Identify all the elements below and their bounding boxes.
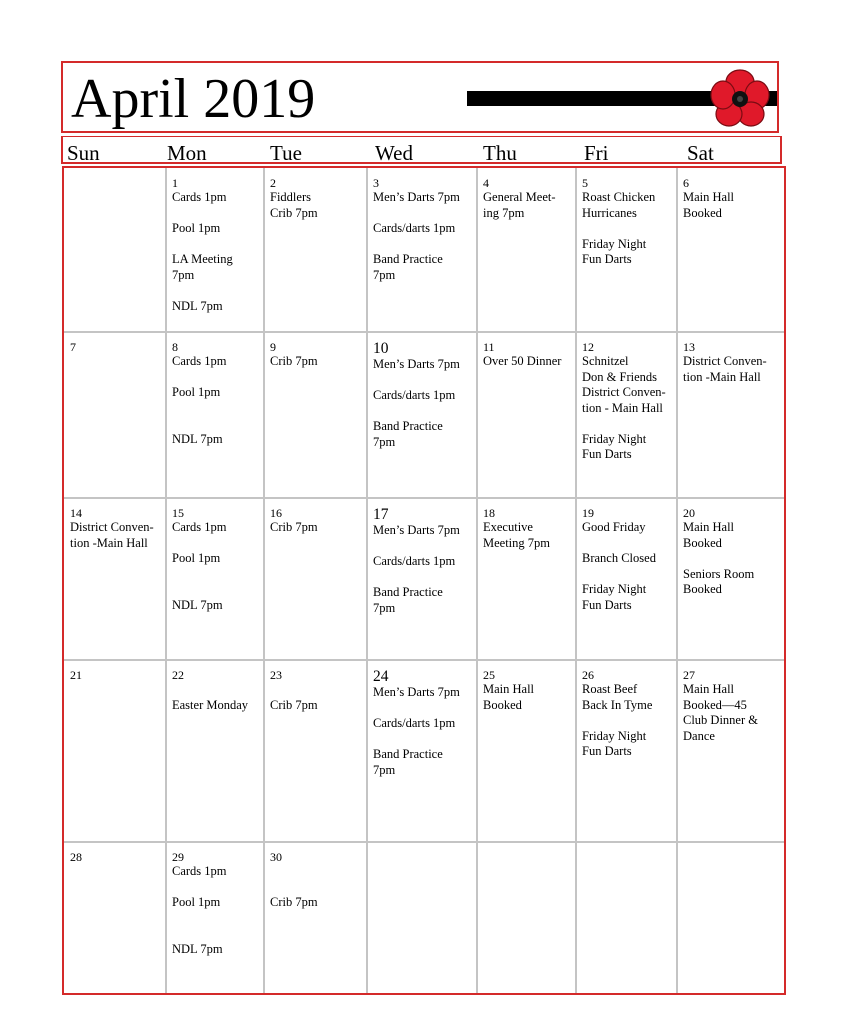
event-line: [373, 570, 477, 586]
day-number: 26: [582, 668, 594, 682]
day-cell: [477, 498, 576, 660]
day-number: 4: [483, 176, 489, 190]
weekday-tue: Tue: [270, 141, 302, 165]
day-cell: [166, 842, 264, 993]
day-number: [70, 176, 166, 190]
event-line: tion - Main Hall: [582, 400, 663, 415]
day-number: 17: [373, 506, 389, 523]
month-header: [61, 61, 779, 133]
day-cell: [367, 842, 477, 993]
day-cell: [64, 498, 166, 660]
day-number: 3: [373, 176, 379, 190]
event-line: [172, 206, 264, 222]
event-line: [270, 864, 367, 880]
day-cell: [166, 660, 264, 842]
weekday-wed: Wed: [375, 141, 413, 165]
event-line: Main Hall: [683, 190, 735, 204]
event-line: [582, 221, 677, 237]
event-line: Friday Night: [582, 582, 647, 596]
event-line: 7pm: [373, 267, 396, 282]
day-cell: [677, 660, 784, 842]
event-line: Don & Friends: [582, 369, 657, 384]
event-line: [172, 283, 264, 299]
event-line: [373, 206, 477, 222]
day-number: 19: [582, 506, 594, 520]
day-cell: [264, 660, 367, 842]
day-cell: [264, 498, 367, 660]
event-line: Over 50 Dinner: [483, 354, 562, 368]
day-number: 29: [172, 850, 184, 864]
event-line: Good Friday: [582, 520, 646, 534]
event-line: NDL 7pm: [172, 941, 223, 956]
day-cell: [576, 842, 677, 993]
event-line: Band Practice: [373, 585, 443, 599]
event-line: Main Hall: [683, 682, 735, 696]
day-cell: [64, 168, 166, 332]
event-line: Booked: [683, 535, 722, 550]
event-line: Fun Darts: [582, 447, 632, 461]
day-number: 14: [70, 506, 82, 520]
day-number: 24: [373, 668, 389, 685]
day-number: 20: [683, 506, 695, 520]
weekday-thu: Thu: [483, 141, 517, 165]
event-line: District Conven-: [70, 520, 154, 534]
day-number: 11: [483, 340, 495, 354]
weekday-sat: Sat: [687, 141, 714, 165]
event-line: Executive: [483, 520, 533, 534]
event-line: Fun Darts: [582, 597, 632, 612]
event-line: 7pm: [172, 267, 195, 282]
event-line: [270, 880, 367, 896]
event-line: Friday Night: [582, 431, 647, 446]
day-number: [373, 850, 477, 864]
day-cell: [477, 842, 576, 993]
day-cell: [367, 168, 477, 332]
event-line: Band Practice: [373, 419, 443, 433]
day-number: 18: [483, 506, 495, 520]
day-cell: [64, 660, 166, 842]
day-number: 6: [683, 176, 689, 190]
event-line: Crib 7pm: [270, 697, 318, 712]
weekday-header: [61, 136, 782, 164]
event-line: Pool 1pm: [172, 385, 221, 399]
weekday-mon: Mon: [167, 141, 207, 165]
day-number: 1: [172, 176, 178, 190]
event-line: [582, 416, 677, 432]
event-line: Hurricanes: [582, 205, 637, 220]
day-number: 16: [270, 506, 282, 520]
day-number: 12: [582, 340, 594, 354]
day-cell: [677, 498, 784, 660]
event-line: Fun Darts: [582, 252, 632, 266]
day-cell: [64, 842, 166, 993]
event-line: tion -Main Hall: [70, 535, 148, 550]
event-line: Crib 7pm: [270, 520, 318, 534]
day-cell: [264, 168, 367, 332]
event-line: [373, 539, 477, 555]
event-line: Fun Darts: [582, 744, 632, 758]
event-line: Pool 1pm: [172, 551, 221, 565]
day-number: 7: [70, 340, 76, 354]
event-line: NDL 7pm: [172, 597, 223, 612]
event-line: Men’s Darts 7pm: [373, 357, 460, 371]
event-line: Easter Monday: [172, 697, 249, 712]
weekday-sun: Sun: [67, 141, 100, 165]
event-line: Booked: [483, 697, 522, 712]
event-line: Pool 1pm: [172, 221, 221, 235]
event-line: Club Dinner &: [683, 713, 758, 727]
day-number: [683, 850, 784, 864]
event-line: [172, 536, 264, 552]
event-line: Fiddlers: [270, 190, 311, 204]
event-line: Cards/darts 1pm: [373, 388, 456, 402]
event-line: tion -Main Hall: [683, 369, 761, 384]
event-line: Cards 1pm: [172, 190, 227, 204]
event-line: [373, 404, 477, 420]
event-line: [172, 582, 264, 598]
event-line: [373, 701, 477, 717]
event-line: [172, 682, 264, 698]
event-line: Crib 7pm: [270, 205, 318, 220]
event-line: Cards/darts 1pm: [373, 221, 456, 235]
day-cell: [166, 332, 264, 498]
event-line: Cards/darts 1pm: [373, 716, 456, 730]
event-line: Friday Night: [582, 728, 647, 743]
event-line: [373, 373, 477, 389]
day-number: 2: [270, 176, 276, 190]
event-line: [172, 926, 264, 942]
day-number: [582, 850, 677, 864]
day-number: 8: [172, 340, 178, 354]
weekday-fri: Fri: [584, 141, 609, 165]
event-line: Band Practice: [373, 747, 443, 761]
event-line: [172, 237, 264, 253]
poppy-icon: [709, 68, 771, 130]
event-line: Cards 1pm: [172, 520, 227, 534]
event-line: Booked—45: [683, 697, 747, 712]
event-line: [172, 370, 264, 386]
event-line: Main Hall: [483, 682, 535, 696]
day-cell: [677, 168, 784, 332]
day-cell: [367, 332, 477, 498]
day-number: 13: [683, 340, 695, 354]
day-cell: [677, 332, 784, 498]
event-line: Meeting 7pm: [483, 535, 551, 550]
event-line: [172, 880, 264, 896]
event-line: [373, 237, 477, 253]
event-line: Back In Tyme: [582, 697, 653, 712]
event-line: [373, 732, 477, 748]
event-line: [172, 911, 264, 927]
calendar-grid: [62, 166, 786, 995]
event-line: Booked: [683, 205, 722, 220]
event-line: [582, 713, 677, 729]
month-title: April 2019: [71, 68, 316, 130]
event-line: Cards 1pm: [172, 864, 227, 878]
event-line: Crib 7pm: [270, 895, 318, 909]
day-cell: [677, 842, 784, 993]
day-cell: [166, 168, 264, 332]
event-line: [172, 567, 264, 583]
event-line: Band Practice: [373, 252, 443, 266]
event-line: 7pm: [373, 434, 396, 449]
day-number: 25: [483, 668, 495, 682]
day-number: 22: [172, 668, 184, 682]
event-line: [172, 416, 264, 432]
event-line: Seniors Room: [683, 566, 755, 581]
event-line: Roast Chicken: [582, 190, 656, 204]
day-number: 27: [683, 668, 695, 682]
day-number: 10: [373, 340, 389, 357]
event-line: Roast Beef: [582, 682, 638, 696]
event-line: [172, 401, 264, 417]
event-line: Crib 7pm: [270, 354, 318, 368]
day-cell: [576, 168, 677, 332]
day-cell: [264, 842, 367, 993]
event-line: District Conven-: [582, 385, 666, 399]
event-line: Men’s Darts 7pm: [373, 523, 460, 537]
day-number: 28: [70, 850, 82, 864]
day-cell: [264, 332, 367, 498]
event-line: 7pm: [373, 762, 396, 777]
event-line: [582, 567, 677, 583]
event-line: [683, 551, 784, 567]
event-line: NDL 7pm: [172, 298, 223, 313]
event-line: Men’s Darts 7pm: [373, 190, 460, 204]
event-line: Pool 1pm: [172, 895, 221, 909]
event-line: Branch Closed: [582, 551, 656, 565]
event-line: Dance: [683, 728, 715, 743]
day-number: 23: [270, 668, 282, 682]
day-cell: [477, 332, 576, 498]
day-cell: [576, 660, 677, 842]
event-line: Men’s Darts 7pm: [373, 685, 460, 699]
day-number: 21: [70, 668, 82, 682]
event-line: [270, 682, 367, 698]
event-line: Cards 1pm: [172, 354, 227, 368]
event-line: Main Hall: [683, 520, 735, 534]
day-cell: [367, 498, 477, 660]
day-cell: [367, 660, 477, 842]
day-number: 5: [582, 176, 588, 190]
event-line: Booked: [683, 582, 722, 596]
day-number: 30: [270, 850, 282, 864]
day-cell: [477, 168, 576, 332]
event-line: ing 7pm: [483, 205, 525, 220]
event-line: NDL 7pm: [172, 431, 223, 446]
event-line: District Conven-: [683, 354, 767, 368]
event-line: Friday Night: [582, 236, 647, 251]
day-cell: [477, 660, 576, 842]
day-cell: [576, 498, 677, 660]
day-cell: [166, 498, 264, 660]
day-cell: [64, 332, 166, 498]
day-cell: [576, 332, 677, 498]
day-number: 9: [270, 340, 276, 354]
day-number: [483, 850, 576, 864]
event-line: Schnitzel: [582, 354, 629, 368]
event-line: General Meet-: [483, 190, 556, 204]
day-number: 15: [172, 506, 184, 520]
event-line: [582, 536, 677, 552]
event-line: Cards/darts 1pm: [373, 554, 456, 568]
event-line: 7pm: [373, 600, 396, 615]
event-line: LA Meeting: [172, 252, 233, 266]
